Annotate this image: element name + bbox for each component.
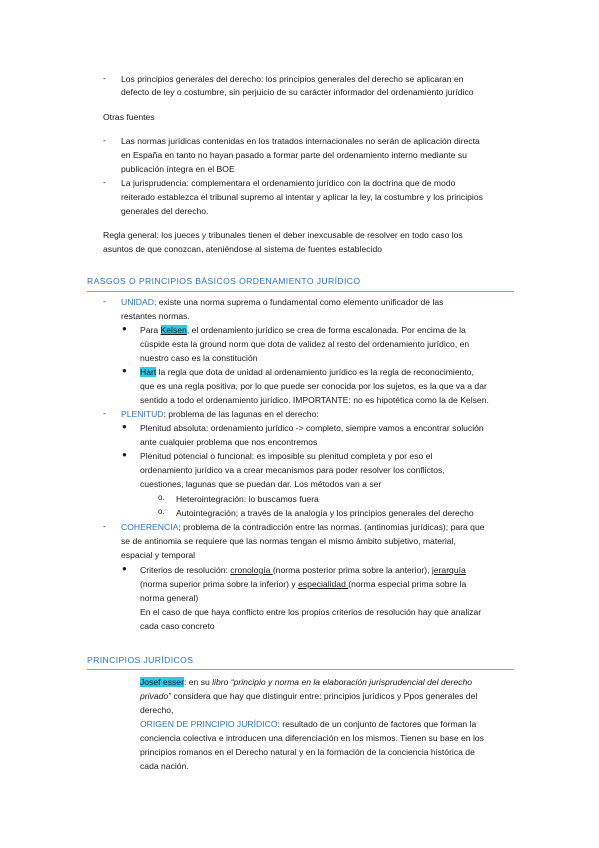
- section-heading: PRINCIPIOS JURÍDICOS: [87, 655, 194, 665]
- underlined-term: jerarquía: [431, 565, 466, 575]
- text-line: UNIDAD: existe una norma suprema o fundamental como elemento unificador de las: [121, 297, 444, 307]
- text-line: publicación íntegra en el BOE: [121, 164, 235, 174]
- heading-rule: [87, 291, 514, 292]
- bullet-icon: ●: [122, 366, 127, 375]
- text-line: privado” considera que hay que distinguir entre: principios jurídicos y Ppos generales del: [140, 691, 478, 701]
- text-line: cuestiones, lagunas que se puedan dar. Los métodos van a ser: [140, 479, 382, 489]
- text-line: Hart la regla que dota de unidad al ordenamiento jurídico es la regla de reconocimiento,: [140, 367, 474, 377]
- text-line: Heterointegración: lo buscamos fuera: [176, 494, 319, 504]
- text-line: principios romanos en el Derecho natural y en la formación de la conciencia histórica de: [140, 747, 475, 757]
- text-line: espacial y temporal: [121, 550, 196, 560]
- list-dash: -: [103, 521, 106, 531]
- highlight-hart: Hart: [140, 367, 157, 377]
- keyword: PLENITUD: [121, 409, 164, 419]
- text-line: Plenitud potencial o funcional: es imposible su plenitud completa y por eso el: [140, 451, 433, 461]
- list-dash: -: [103, 296, 106, 306]
- text-line: Regla general: los jueces y tribunales tienen el deber inexcusable de resolver en todo caso los: [103, 230, 463, 240]
- text-line: ORIGEN DE PRINCIPIO JURÍDICO: resultado de un conjunto de factores que forman la: [140, 719, 477, 729]
- bullet-icon: ●: [122, 450, 127, 459]
- text-line: (norma superior prima sobre la inferior) y especialidad (norma especial prima sobre la: [140, 579, 467, 589]
- text-line: PLENITUD: problema de las lagunas en el derecho:: [121, 409, 319, 419]
- text-line: La jurisprudencia: complementara el ordenamiento jurídico con la doctrina que de modo: [121, 178, 456, 188]
- text-line: defecto de ley o costumbre, sin perjuicio de su carácter informador del ordenamiento jurídico: [121, 87, 474, 97]
- text-line: asuntos de que conozcan, ateniéndose al sistema de fuentes establecido: [103, 244, 383, 254]
- sub-bullet-icon: o.: [158, 493, 165, 502]
- text-line: ordenamiento jurídico va a crear mecanismos para poder resolver los conflictos,: [140, 465, 445, 475]
- text-line: generales del derecho.: [121, 206, 209, 216]
- text-line: en España en tanto no hayan pasado a formar parte del ordenamiento interno mediante su: [121, 150, 467, 160]
- list-dash: -: [103, 73, 106, 83]
- keyword: ORIGEN DE PRINCIPIO JURÍDICO: [140, 719, 278, 729]
- text-line: se de antinomia se requiere que las normas tengan el mismo ámbito subjetivo, material,: [121, 536, 456, 546]
- heading-rule: [87, 669, 514, 670]
- text-line: que es una regla positiva, por lo que puede ser conocida por los sujetos, es la que va a dar: [140, 381, 487, 391]
- text-line: Autointegración; a través de la analogía y los principios generales del derecho: [176, 508, 474, 518]
- text-line: Plenitud absoluta: ordenamiento jurídico -> completo, siempre vamos a encontrar solución: [140, 423, 484, 433]
- text-line: restantes normas.: [121, 311, 190, 321]
- text-line: Josef esser: en su libro “principio y norma en la elaboración jurisprudencial del derecho: [140, 677, 473, 687]
- text-line: cada nación.: [140, 761, 189, 771]
- bullet-icon: ●: [122, 564, 127, 573]
- text-line: sentido a todo el ordenamiento jurídico. IMPORTANTE: no es hipotética como la de Kelsen.: [140, 395, 489, 405]
- underlined-term: cronología: [230, 565, 273, 575]
- text-line: COHERENCIA; problema de la contradicción entre las normas. (antinomias jurídicas); para que: [121, 522, 485, 532]
- text-line: reiterado establezca el tribunal supremo al intentar y aplicar la ley, la costumbre y los principios: [121, 192, 483, 202]
- bullet-icon: ●: [122, 324, 127, 333]
- keyword: UNIDAD: [121, 297, 154, 307]
- text-line: Los principios generales del derecho: los principios generales del derecho se aplicaran en: [121, 74, 464, 84]
- text-line: En el caso de que haya conflicto entre los propios criterios de resolución hay que analizar: [140, 607, 482, 617]
- text-line: cúspide esta la ground norm que dota de validez al resto del ordenamiento jurídico, en: [140, 339, 470, 349]
- text-line: derecho,: [140, 705, 174, 715]
- keyword: COHERENCIA: [121, 522, 179, 532]
- subheading: Otras fuentes: [103, 112, 155, 122]
- text-line: Para Kelsen, el ordenamiento jurídico se crea de forma escalonada. Por encima de la: [140, 325, 466, 335]
- section-heading: RASGOS O PRINCIPIOS BÁSICOS ORDENAMIENTO JURÍDICO: [87, 276, 361, 286]
- text-line: cada caso concreto: [140, 621, 215, 631]
- underlined-term: especialidad: [298, 579, 349, 589]
- list-dash: -: [103, 177, 106, 187]
- list-dash: -: [103, 135, 106, 145]
- text-line: Criterios de resolución: cronología (norma posterior prima sobre la anterior), jerarquía: [140, 565, 466, 575]
- text-line: Las normas jurídicas contenidas en los tratados internacionales no serán de aplicación directa: [121, 136, 480, 146]
- sub-bullet-icon: o.: [158, 507, 165, 516]
- highlight-kelsen: Kelsen: [160, 325, 187, 335]
- list-dash: -: [103, 408, 106, 418]
- text-line: ante cualquier problema que nos encontremos: [140, 437, 318, 447]
- text-line: conciencia colectiva e introducen una diferenciación en los mismos. Tienen su base en los: [140, 733, 484, 743]
- text-line: norma general): [140, 593, 199, 603]
- text-line: nuestro caso es la constitución: [140, 353, 258, 363]
- highlight-esser: Josef esser: [140, 677, 184, 687]
- bullet-icon: ●: [122, 422, 127, 431]
